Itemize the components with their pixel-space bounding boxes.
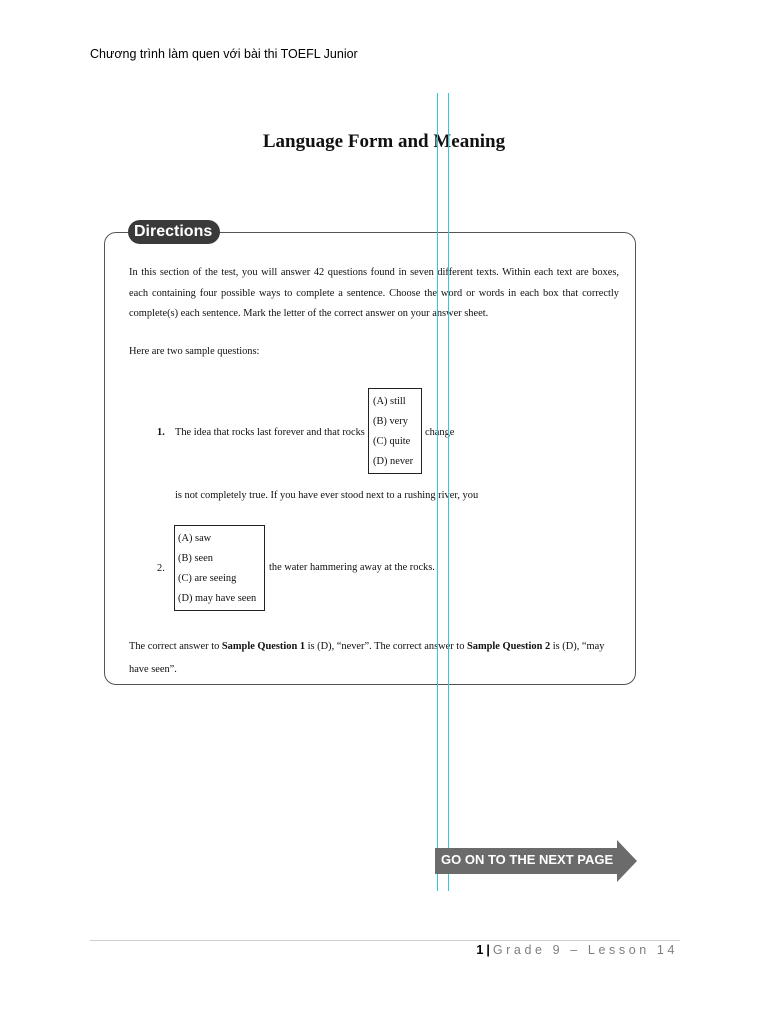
question-2-number: 2. xyxy=(157,563,165,574)
answer-part-1: The correct answer to xyxy=(129,641,222,652)
question-1-option-c: (C) quite xyxy=(373,436,411,447)
question-2-option-a: (A) saw xyxy=(178,533,212,544)
footer-rule xyxy=(90,940,680,941)
directions-paragraph: In this section of the test, you will answer 42 questions found in seven different texts. Within each text are boxes, each containing four possible ways to complete a sentence. Choose the word or words in each box that correctly complete(s) each sentence. Mark the letter of the correct answer on your answer sheet. xyxy=(129,267,619,319)
answer-bold-2: Sample Question 2 xyxy=(467,641,551,652)
question-2-text-after: the water hammering away at the rocks. xyxy=(269,562,435,573)
question-2-option-d: (D) may have seen xyxy=(178,593,257,604)
question-2-options-box xyxy=(174,525,265,611)
answer-part-3: is (D), “may have seen”. xyxy=(129,641,605,675)
page-number: 1 xyxy=(476,943,484,957)
question-1-option-b: (B) very xyxy=(373,416,408,427)
correct-answer-paragraph xyxy=(129,635,619,681)
section-title: Language Form and Meaning xyxy=(262,131,506,152)
footer-separator: | xyxy=(486,943,490,957)
question-2-option-b: (B) seen xyxy=(178,553,213,564)
question-1-option-a: (A) still xyxy=(373,396,406,407)
guide-line-left xyxy=(437,93,438,891)
page-footer xyxy=(476,943,678,957)
page-header: Chương trình làm quen với bài thi TOEFL Junior xyxy=(90,47,358,61)
lesson-label: Grade 9 – Lesson 14 xyxy=(492,943,678,957)
question-1-text-after: change xyxy=(425,427,455,438)
directions-tag: Directions xyxy=(128,220,220,244)
question-2-option-c: (C) are seeing xyxy=(178,573,237,584)
answer-part-2: is (D), “never”. The correct answer to xyxy=(305,641,467,652)
question-1-options-box xyxy=(368,388,422,474)
next-page-label[interactable]: GO ON TO THE NEXT PAGE xyxy=(441,852,614,867)
answer-bold-1: Sample Question 1 xyxy=(221,641,306,652)
guide-line-right xyxy=(448,93,449,891)
question-1-text: The idea that rocks last forever and that rocks xyxy=(175,427,365,438)
question-1-number: 1. xyxy=(157,427,165,438)
sample-intro: Here are two sample questions: xyxy=(129,346,260,357)
question-1-option-d: (D) never xyxy=(373,456,414,467)
question-1-continuation: is not completely true. If you have ever stood next to a rushing river, you xyxy=(175,490,479,501)
